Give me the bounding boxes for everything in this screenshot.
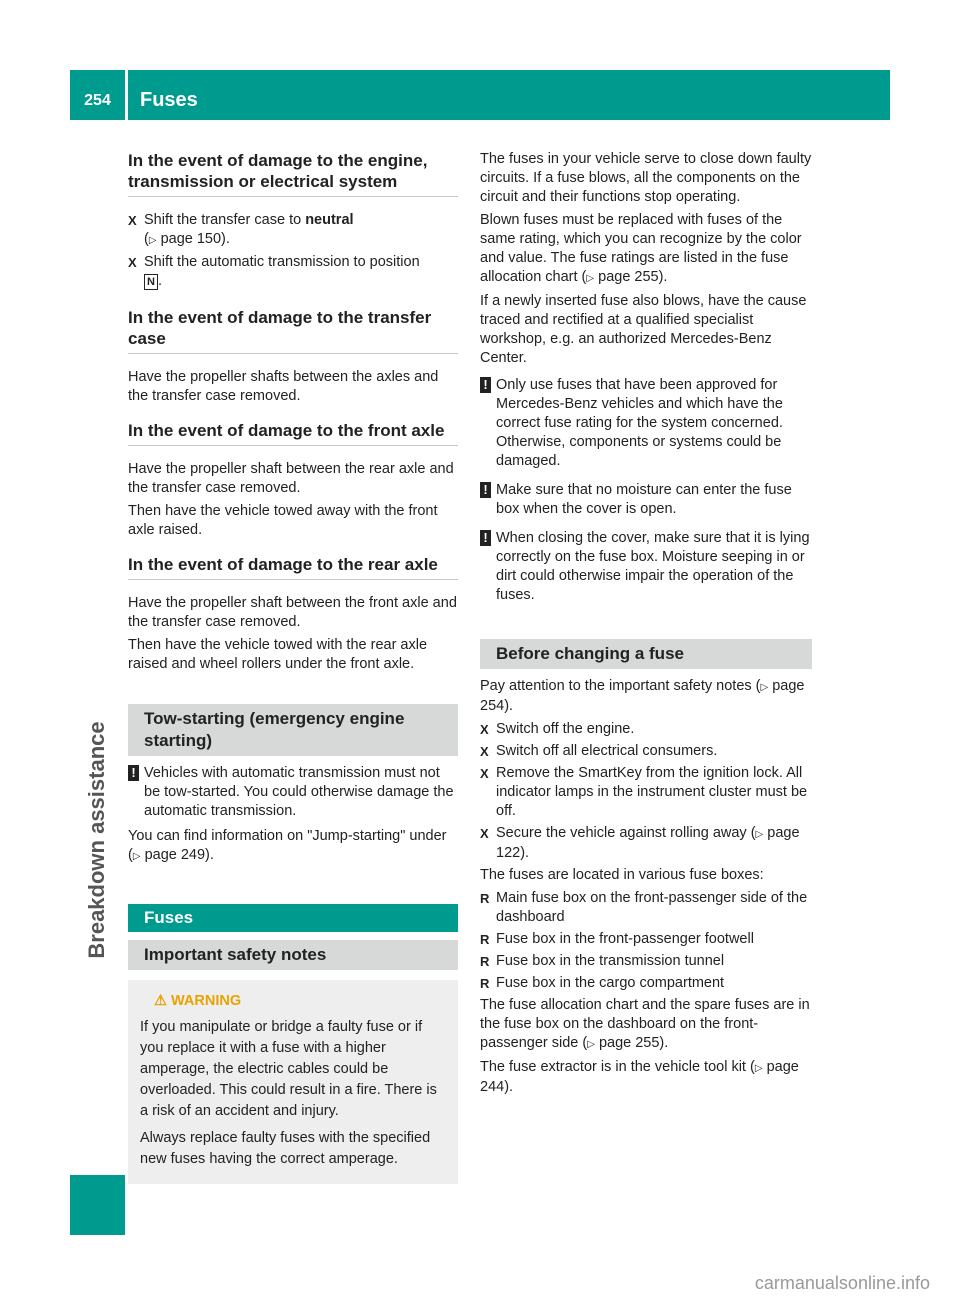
page-ref-link[interactable]: page 254). xyxy=(480,678,805,714)
page-ref-link[interactable]: page 150). xyxy=(160,231,230,247)
ref-arrow-icon: ▷ xyxy=(148,235,157,246)
page-ref-link[interactable]: page 249). xyxy=(144,847,214,863)
band-tow-starting: Tow-starting (emergency engine starting) xyxy=(128,704,458,756)
text-rear-axle-2: Then have the vehicle towed with the rear axle raised and wheel rollers under the front axle. xyxy=(128,637,428,672)
step-secure-vehicle: X Secure the vehicle against rolling away (▷ page 122). xyxy=(480,824,812,863)
list-item: R Fuse box in the transmission tunnel xyxy=(480,952,812,971)
side-section-label: Breakdown assistance xyxy=(84,721,109,959)
text-fuses-purpose: The fuses in your vehicle serve to close down faulty circuits. If a fuse blows, all the components on the circuit and their functions stop operating. xyxy=(480,151,812,205)
note-closing-cover: ! When closing the cover, make sure that it is lying correctly on the fuse box. Moisture seeping in or dirt could otherwise impair the operation of the fuses. xyxy=(480,529,812,605)
page-ref-link[interactable]: page 122). xyxy=(496,825,800,861)
heading-engine-damage: In the event of damage to the engine, transmission or electrical system xyxy=(128,150,458,197)
warning-heading: ⚠ WARNING xyxy=(154,993,242,1009)
heading-front-axle: In the event of damage to the front axle xyxy=(128,420,458,446)
left-column xyxy=(128,150,458,1184)
text-front-axle-2: Then have the vehicle towed away with the front axle raised. xyxy=(128,503,438,538)
list-item: R Fuse box in the cargo compartment xyxy=(480,974,812,993)
text-fuse-extractor: The fuse extractor is in the vehicle tool kit (▷ page 244). xyxy=(480,1059,799,1095)
text-newly-inserted: If a newly inserted fuse also blows, have the cause traced and rectified at a qualified specialist workshop, e.g. an authorized Mercedes-Benz Center. xyxy=(480,293,807,366)
ref-arrow-icon: ▷ xyxy=(760,682,769,693)
step-shift-automatic: X Shift the automatic transmission to position N . xyxy=(128,253,458,291)
ref-arrow-icon: ▷ xyxy=(586,273,595,284)
warning-text-2: Always replace faulty fuses with the specified new fuses having the correct amperage. xyxy=(140,1130,431,1167)
header-divider xyxy=(125,70,128,120)
band-fuses: Fuses xyxy=(128,904,458,932)
step-switch-off-consumers: X Switch off all electrical consumers. xyxy=(480,742,812,761)
text-front-axle-1: Have the propeller shaft between the rear axle and the transfer case removed. xyxy=(128,461,454,496)
step-switch-off-engine: X Switch off the engine. xyxy=(480,720,812,739)
neutral-position-icon: N xyxy=(144,274,158,290)
ref-arrow-icon: ▷ xyxy=(587,1039,595,1050)
page-title: Fuses xyxy=(140,89,198,111)
band-important-safety: Important safety notes xyxy=(128,940,458,970)
ref-arrow-icon: ▷ xyxy=(754,1063,763,1074)
text-transfer-case: Have the propeller shafts between the axles and the transfer case removed. xyxy=(128,369,439,404)
note-approved-fuses: ! Only use fuses that have been approved for Mercedes-Benz vehicles and which have the correct fuse rating for the system concerned. Otherwise, components or systems could be damaged. xyxy=(480,376,812,471)
step-remove-smartkey: X Remove the SmartKey from the ignition lock. All indicator lamps in the instrument cluster must be off. xyxy=(480,764,812,821)
page-number: 254 xyxy=(84,92,111,109)
caution-icon: ! xyxy=(480,482,491,498)
text-fuse-boxes-intro: The fuses are located in various fuse boxes: xyxy=(480,867,764,883)
page-ref-link[interactable]: page 255). xyxy=(598,269,668,285)
heading-transfer-case: In the event of damage to the transfer case xyxy=(128,307,458,354)
text-blown-fuses: Blown fuses must be replaced with fuses of the same rating, which you can recognize by the color and value. The fuse ratings are listed in the fuse allocation chart (▷ page 255). xyxy=(480,212,802,285)
text-pay-attention: Pay attention to the important safety notes (▷ page 254). xyxy=(480,678,805,714)
page-ref-link[interactable]: page 244). xyxy=(480,1059,799,1095)
caution-icon: ! xyxy=(480,377,491,393)
watermark: carmanualsonline.info xyxy=(754,1273,930,1293)
heading-rear-axle: In the event of damage to the rear axle xyxy=(128,554,458,580)
note-moisture: ! Make sure that no moisture can enter the fuse box when the cover is open. xyxy=(480,481,812,519)
warning-triangle-icon: ⚠ xyxy=(154,993,167,1009)
warning-box xyxy=(128,980,458,1184)
list-item: R Main fuse box on the front-passenger side of the dashboard xyxy=(480,889,812,927)
warning-text-1: If you manipulate or bridge a faulty fuse or if you replace it with a fuse with a higher amperage, the electric cables could be overloaded. This could result in a fire. There is a risk of an accident and injury. xyxy=(140,1019,437,1119)
right-column xyxy=(480,150,812,1101)
step-shift-transfer-case: X Shift the transfer case to neutral (▷ page 150). xyxy=(128,211,458,250)
text-jump-starting: You can find information on "Jump-starting" under (▷ page 249). xyxy=(128,828,447,863)
text-rear-axle-1: Have the propeller shaft between the front axle and the transfer case removed. xyxy=(128,595,457,630)
band-before-changing: Before changing a fuse xyxy=(480,639,812,669)
text-fuse-allocation: The fuse allocation chart and the spare fuses are in the fuse box on the dashboard on the front-passenger side (▷ page 255). xyxy=(480,997,810,1051)
list-item: R Fuse box in the front-passenger footwell xyxy=(480,930,812,949)
caution-icon: ! xyxy=(128,765,139,781)
caution-icon: ! xyxy=(480,530,491,546)
page-ref-link[interactable]: page 255). xyxy=(598,1035,669,1051)
ref-arrow-icon: ▷ xyxy=(755,829,764,840)
side-tab-marker xyxy=(70,1175,125,1235)
note-tow-start: ! Vehicles with automatic transmission must not be tow-started. You could otherwise damage the automatic transmission. xyxy=(128,764,458,821)
ref-arrow-icon: ▷ xyxy=(132,851,141,862)
